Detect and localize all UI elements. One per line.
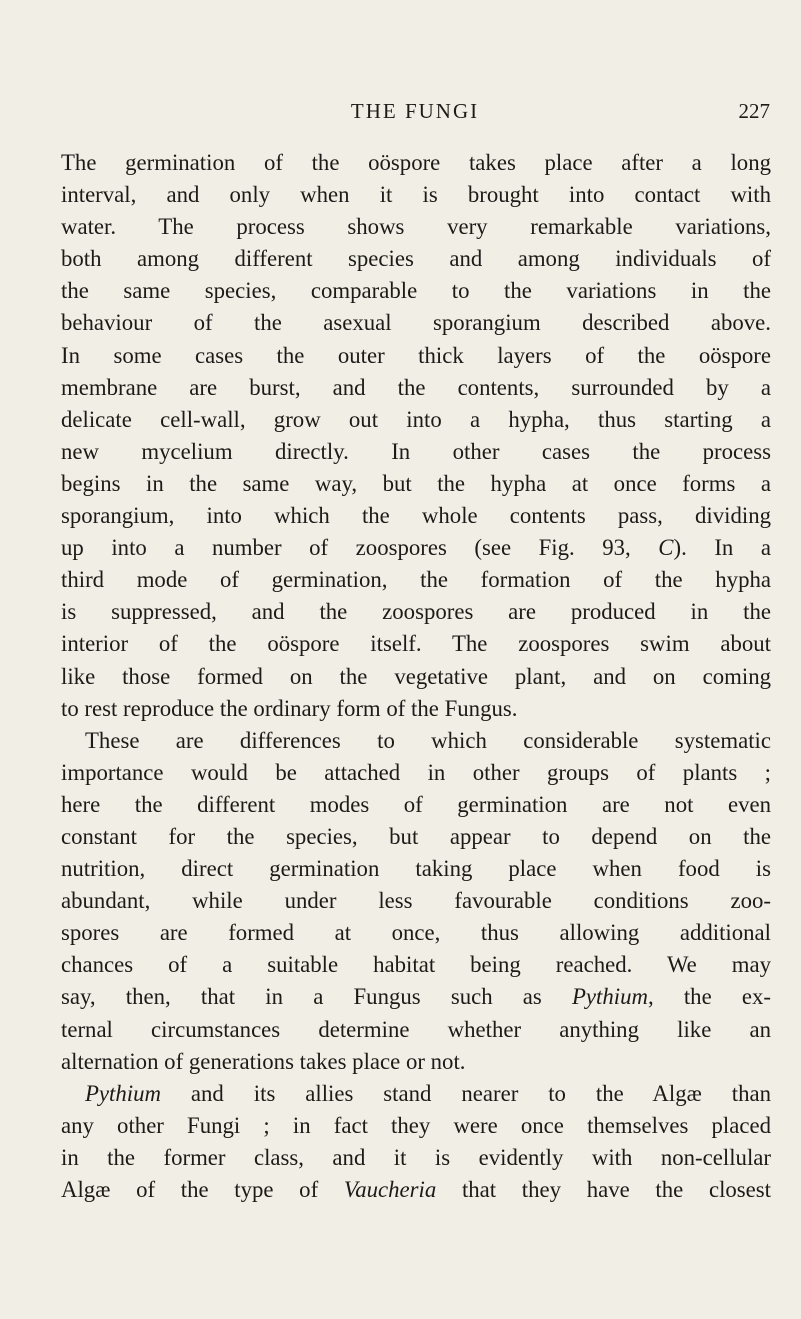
genus-name: Vaucheria xyxy=(343,1177,437,1202)
text-line: membrane are burst, and the contents, surrounded by a xyxy=(61,374,771,400)
text-line: In some cases the outer thick layers of the oöspore xyxy=(61,342,771,368)
text-line: interior of the oöspore itself. The zoospores swim about xyxy=(61,631,771,657)
text-line: both among different species and among individuals of xyxy=(61,246,771,272)
text-segment: say, then, that in a Fungus such as xyxy=(61,984,542,1010)
text-line: in the former class, and it is evidently with non-cellular xyxy=(61,1144,771,1170)
text-line: interval, and only when it is brought into contact with xyxy=(61,182,771,208)
text-line: abundant, while under less favourable conditions zoo- xyxy=(61,888,771,914)
text-line: importance would be attached in other groups of plants ; xyxy=(61,759,771,785)
body-text xyxy=(61,147,771,1206)
text-line: new mycelium directly. In other cases the process xyxy=(61,438,771,464)
figure-reference: C xyxy=(658,535,674,561)
text-line: These are differences to which considerable systematic xyxy=(85,727,771,753)
text-line: constant for the species, but appear to depend on the xyxy=(61,823,771,849)
text-segment: that they have the closest xyxy=(436,1177,771,1202)
text-segment: Algæ of the type of xyxy=(61,1177,319,1202)
text-line: any other Fungi ; in fact they were once themselves placed xyxy=(61,1112,771,1138)
text-segment: , the ex- xyxy=(647,984,771,1010)
text-line: chances of a suitable habitat being reached. We may xyxy=(61,952,771,978)
text-line: alternation of generations takes place or not. xyxy=(61,1048,466,1074)
text-segment: ). In a xyxy=(673,535,771,561)
text-segment: up into a number of zoospores (see Fig. 93, xyxy=(61,535,659,561)
text-line: nutrition, direct germination taking place when food is xyxy=(61,856,771,882)
text-line xyxy=(61,532,771,564)
page-number: 227 xyxy=(738,99,770,123)
text-line: water. The process shows very remarkable variations, xyxy=(61,214,771,240)
running-title: THE FUNGI xyxy=(350,99,480,123)
text-line: spores are formed at once, thus allowing additional xyxy=(61,920,771,946)
text-line: like those formed on the vegetative plant, and on coming xyxy=(61,663,771,689)
text-line: behaviour of the asexual sporangium described above. xyxy=(61,310,771,336)
text-line: is suppressed, and the zoospores are produced in the xyxy=(61,599,771,625)
text-line xyxy=(61,1078,771,1110)
text-line: sporangium, into which the whole contents pass, dividing xyxy=(61,503,771,529)
text-line xyxy=(61,981,771,1013)
text-line: ternal circumstances determine whether anything like an xyxy=(61,1016,771,1042)
text-segment: and its allies stand nearer to the Algæ than xyxy=(160,1080,771,1106)
text-line: here the different modes of germination are not even xyxy=(61,791,771,817)
genus-name: Pythium xyxy=(85,1080,161,1106)
text-line: third mode of germination, the formation of the hypha xyxy=(61,567,771,593)
text-line: begins in the same way, but the hypha at once forms a xyxy=(61,470,771,496)
text-line: The germination of the oöspore takes place after a long xyxy=(61,150,771,175)
text-line: to rest reproduce the ordinary form of the Fungus. xyxy=(61,695,518,721)
genus-name: Pythium xyxy=(571,984,648,1010)
text-line xyxy=(61,1174,771,1206)
running-head xyxy=(60,95,770,127)
text-line: delicate cell-wall, grow out into a hypha, thus starting a xyxy=(61,406,771,432)
text-line: the same species, comparable to the variations in the xyxy=(61,278,771,304)
